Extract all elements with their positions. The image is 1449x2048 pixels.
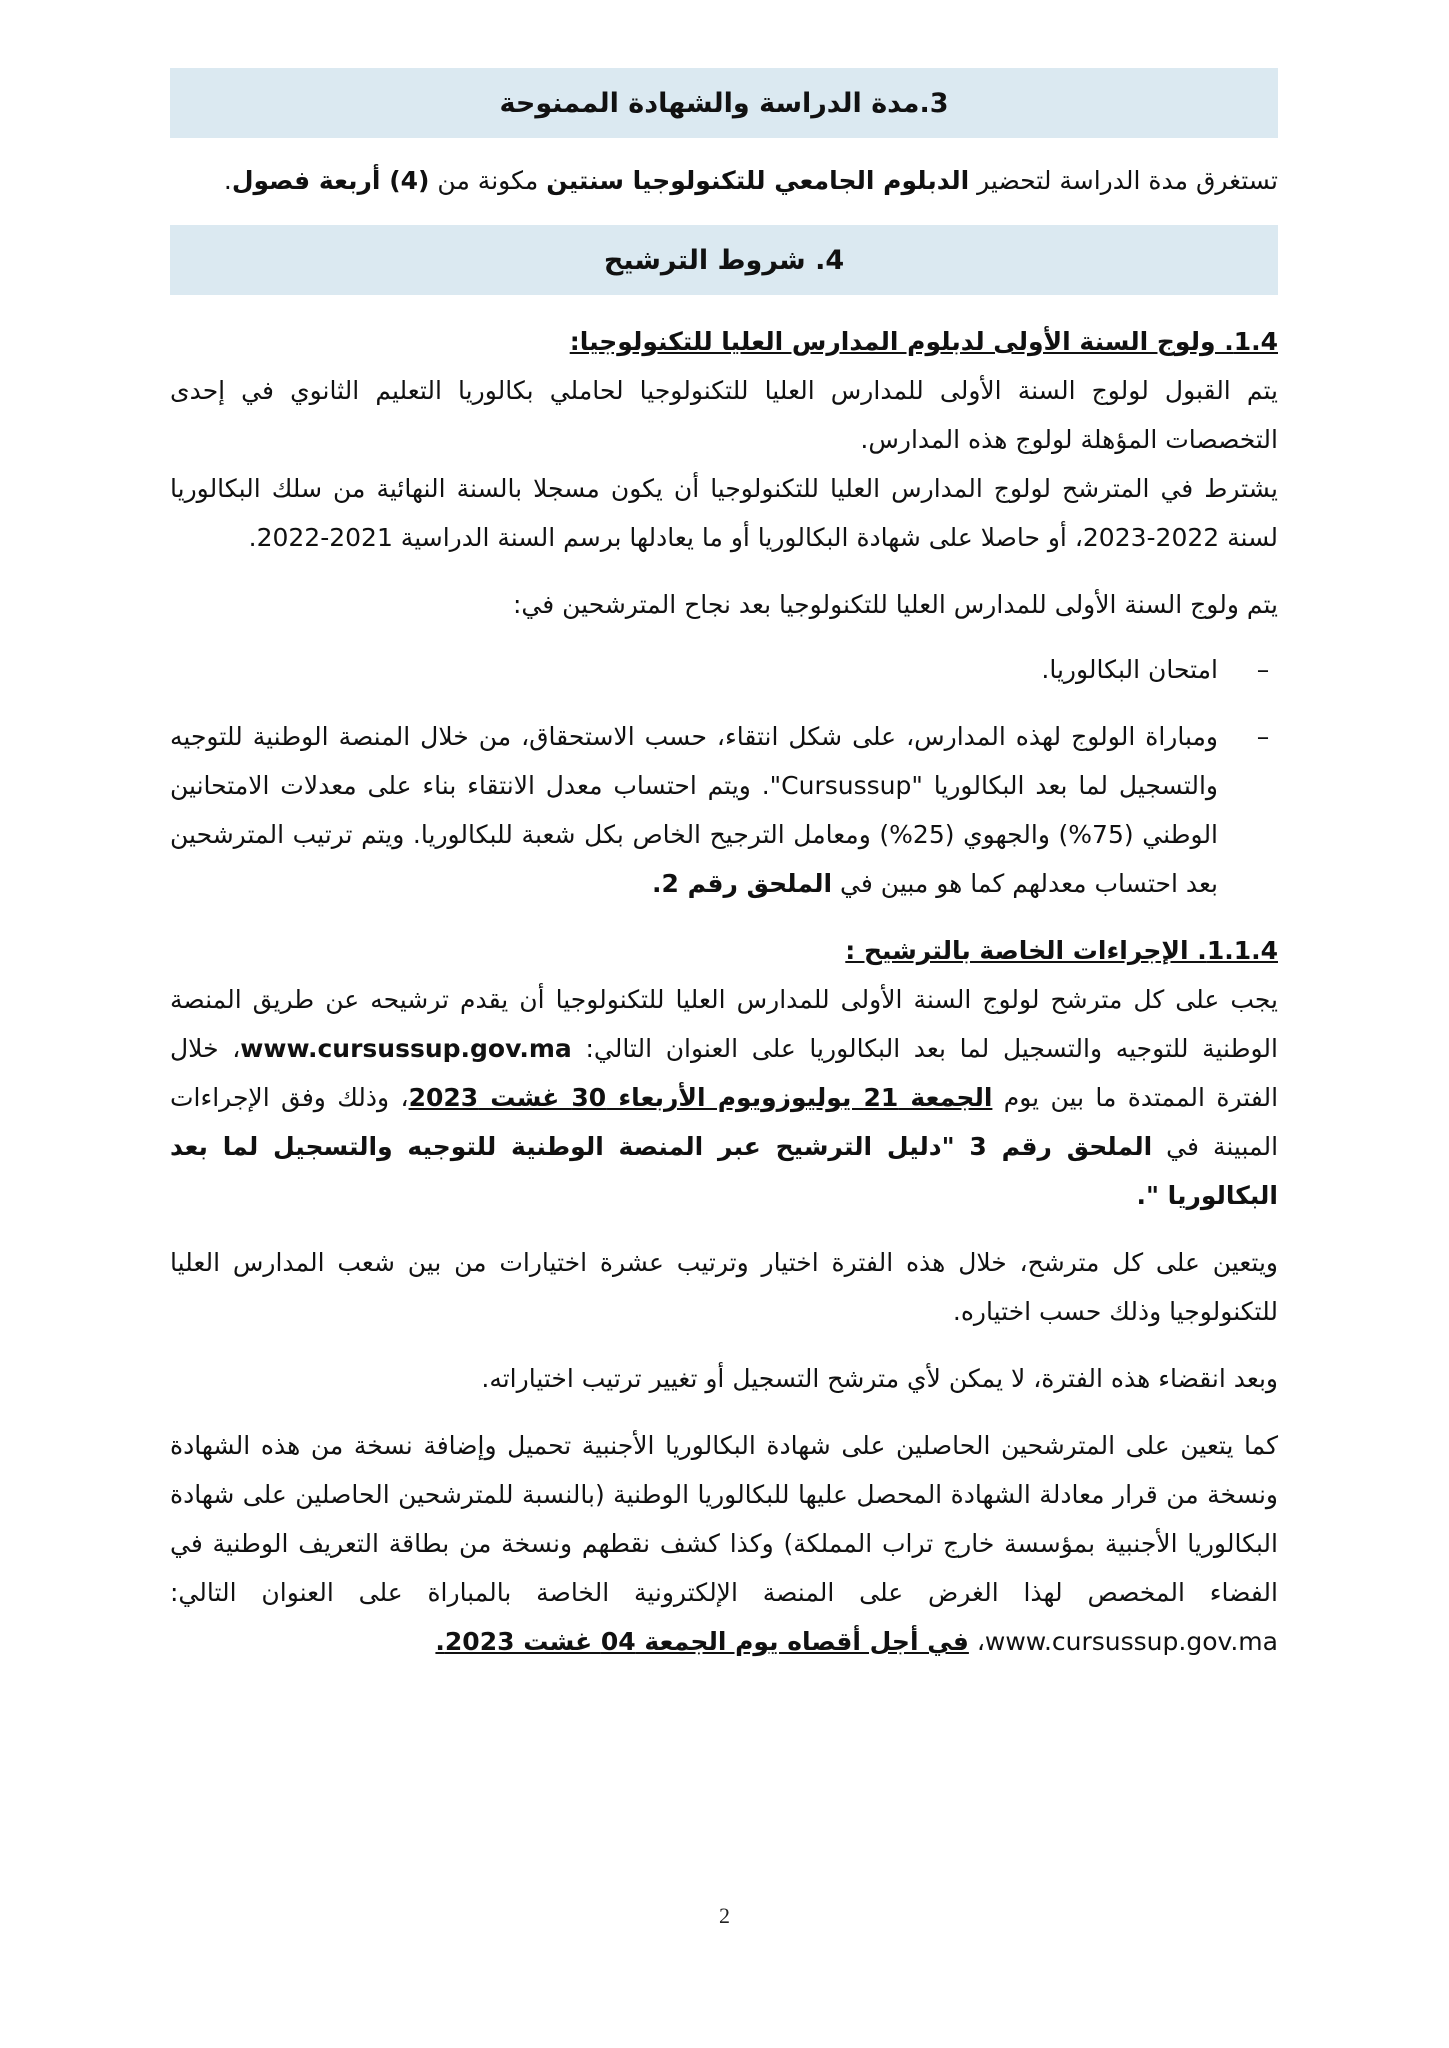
subsection-1-4-heading: 1.4. ولوج السنة الأولى لدبلوم المدارس العليا للتكنولوجيا: [569,327,1278,356]
subsection-1-4-para-3: يتم ولوج السنة الأولى للمدارس العليا للتكنولوجيا بعد نجاح المترشحين في: [512,590,1278,619]
subsection-1-1-4-para-4 [170,1421,1278,1666]
section-3-text-e: . [223,166,232,195]
annex-3-reference: الملحق رقم 3 "دليل الترشيح عبر المنصة الوطنية للتوجيه والتسجيل لما بعد البكالوريا ". [170,1132,1278,1210]
para-text: ، وذلك وفق الإجراءات المبينة في [170,1083,1279,1161]
section-3-text-c: مكونة من [429,166,547,195]
section-3-semesters: (4) أربعة فصول [231,166,430,195]
section-3-text-a: تستغرق مدة الدراسة لتحضير [969,166,1278,195]
para-text: ، [968,1627,985,1656]
upload-deadline: في أجل أقصاه يوم الجمعة 04 غشت 2023. [435,1627,969,1656]
section-4-banner [170,225,1278,295]
subsection-1-4-para-2: يشترط في المترشح لولوج المدارس العليا للتكنولوجيا أن يكون مسجلا بالسنة النهائية من سلك البكالوريا لسنة 2022-2023، أو حاصلا على شهادة البكالوريا أو ما يعادلها برسم السنة الدراسية 2021-2022. [170,474,1278,552]
subsection-1-4-para-1: يتم القبول لولوج السنة الأولى للمدارس العليا للتكنولوجيا لحاملي بكالوريا التعليم الثانوي في إحدى التخصصات المؤهلة لولوج هذه المدارس. [170,376,1278,454]
section-3-paragraph [170,156,1278,205]
para-text: يجب على كل مترشح لولوج السنة الأولى للمدارس العليا للتكنولوجيا أن يقدم ترشيحه عن طريق المنصة الوطنية للتوجيه والتسجيل لما بعد البكالوريا على العنوان التالي: [170,985,1278,1063]
application-period-dates: الجمعة 21 يوليوزويوم الأربعاء 30 غشت 2023 [408,1083,993,1112]
section-3-banner [170,68,1278,138]
list-item [170,712,1270,908]
subsection-1-1-4-heading: 1.1.4. الإجراءات الخاصة بالترشيح : [845,936,1278,965]
document-page [170,68,1278,1666]
cursussup-url: www.cursussup.gov.ma [240,1034,572,1063]
dash-bullet-icon: – [1256,655,1270,684]
subsection-1-1-4-para-2: ويتعين على كل مترشح، خلال هذه الفترة اختيار وترتيب عشرة اختيارات من بين شعب المدارس العليا للتكنولوجيا وذلك حسب اختياره. [170,1248,1278,1326]
section-3-diploma-duration: الدبلوم الجامعي للتكنولوجيا سنتين [546,166,970,195]
section-3-title: 3.مدة الدراسة والشهادة الممنوحة [499,87,949,119]
admission-conditions-list [170,645,1278,908]
dash-bullet-icon: – [1256,722,1270,751]
cursussup-url: www.cursussup.gov.ma [984,1627,1278,1656]
page-number: 2 [719,1903,730,1928]
section-4-title: 4. شروط الترشيح [603,244,845,276]
annex-2-reference: الملحق رقم 2. [651,869,833,898]
list-item-text: امتحان البكالوريا. [1041,655,1218,684]
list-item-text: ومباراة الولوج لهذه المدارس، على شكل انتقاء، حسب الاستحقاق، من خلال المنصة الوطنية للتوجيه والتسجيل لما بعد البكالوريا "Cursussup". ويتم احتساب معدل الانتقاء بناء على معدلات الامتحانين الوطني (75%) والجهوي (25%) ومعامل الترجيح الخاص بكل شعبة للبكالوريا. ويتم ترتيب المترشحين بعد احتساب معدلهم كما هو مبين في [170,722,1219,898]
list-item [170,645,1270,694]
para-text: كما يتعين على المترشحين الحاصلين على شهادة البكالوريا الأجنبية تحميل وإضافة نسخة من هذه الشهادة ونسخة من قرار معادلة الشهادة المحصل عليها للبكالوريا الوطنية (بالنسبة للمترشحين الحاصلين على شهادة البكالوريا الأجنبية بمؤسسة خارج تراب المملكة) وكذا كشف نقطهم ونسخة من بطاقة التعريف الوطنية في الفضاء المخصص لهذا الغرض على المنصة الإلكترونية الخاصة بالمباراة على العنوان التالي: [170,1431,1278,1607]
subsection-1-1-4-para-3: وبعد انقضاء هذه الفترة، لا يمكن لأي مترشح التسجيل أو تغيير ترتيب اختياراته. [481,1364,1278,1393]
para-text: ، خلال الفترة الممتدة ما بين يوم [170,1034,1279,1112]
subsection-1-1-4-para-1 [170,975,1278,1220]
